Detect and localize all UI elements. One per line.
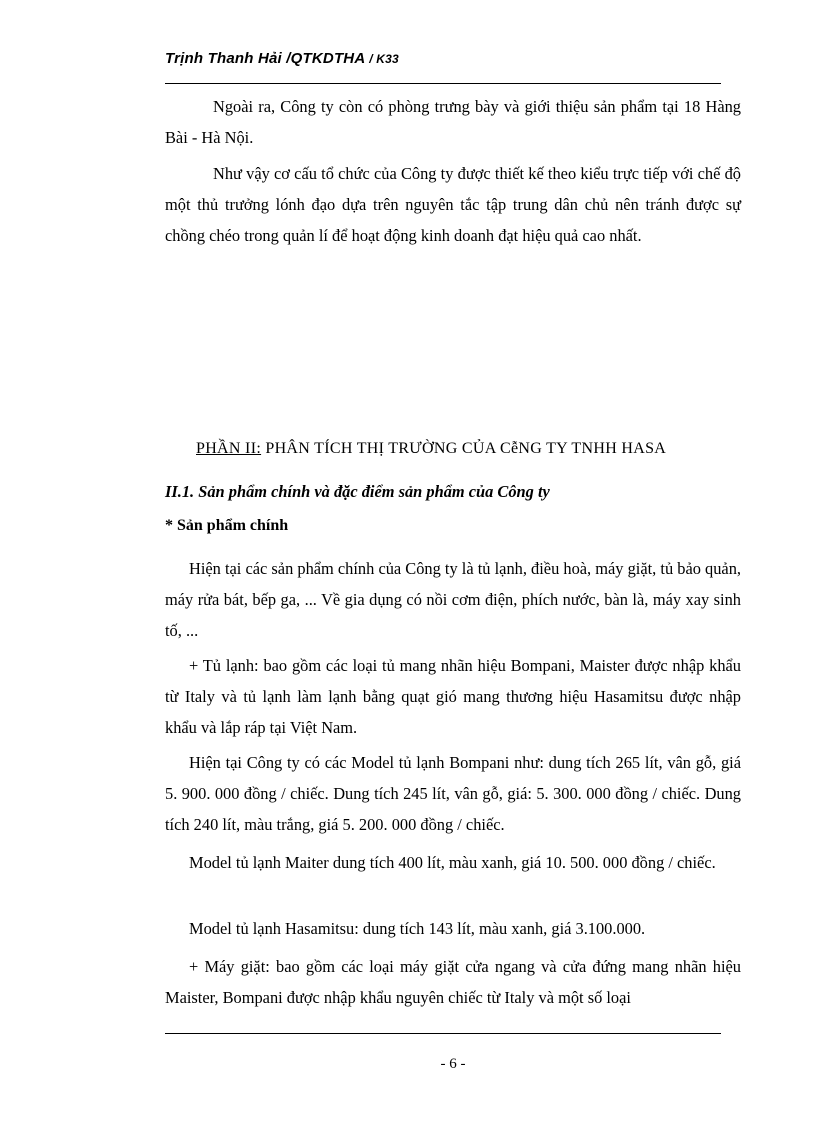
- paragraph-washing-machine: + Máy giặt: bao gồm các loại máy giặt cửa ngang và cửa đứng mang nhãn hiệu Maister, Bompani được nhập khẩu nguyên chiếc từ Italy và một số loại: [165, 957, 741, 1007]
- header-author: Trịnh Thanh Hải: [165, 50, 282, 67]
- paragraph-showroom: Ngoài ra, Công ty còn có phòng trưng bày và giới thiệu sản phẩm tại 18 Hàng Bài - Hà Nội.: [165, 97, 741, 147]
- paragraph-structure: Như vậy cơ cấu tổ chức của Công ty được thiết kế theo kiểu trực tiếp với chế độ một thủ trưởng lónh đạo dựa trên nguyên tắc tập trung dân chủ nên tránh được sự chồng chéo trong quản lí để hoạt động kinh doanh đạt hiệu quả cao nhất.: [165, 164, 741, 245]
- section-label: PHẦN II:: [196, 440, 262, 457]
- paragraph-fridge: + Tủ lạnh: bao gồm các loại tủ mang nhãn hiệu Bompani, Maister được nhập khẩu từ Italy và tủ lạnh làm lạnh bằng quạt gió mang thương hiệu Hasamitsu được nhập khẩu và lắp ráp tại Việt Nam.: [165, 656, 741, 737]
- paragraph-products: Hiện tại các sản phẩm chính của Công ty là tủ lạnh, điều hoà, máy giặt, tủ bảo quản, máy rửa bát, bếp ga, ... Về gia dụng có nồi cơm điện, phích nước, bàn là, máy xay sinh tố, ...: [165, 559, 741, 640]
- page-number: - 6 -: [440, 1056, 466, 1072]
- paragraph-maiter-model: Model tủ lạnh Maiter dung tích 400 lít, màu xanh, giá 10. 500. 000 đồng / chiếc.: [189, 853, 716, 872]
- header-class: / K33: [369, 52, 399, 66]
- section-title: [196, 440, 666, 458]
- header-rule: [165, 83, 721, 84]
- paragraph-bompani-models: Hiện tại Công ty có các Model tủ lạnh Bompani như: dung tích 265 lít, vân gỗ, giá 5. 900. 000 đồng / chiếc. Dung tích 245 lít, vân gỗ, giá: 5. 300. 000 đồng / chiếc. Dung tích 240 lít, màu trắng, giá 5. 200. 000 đồng / chiếc.: [165, 753, 741, 834]
- section-title-text: PHÂN TÍCH THỊ TRƯỜNG CỦA CễNG TY TNHH HASA: [261, 440, 667, 457]
- paragraph-hasamitsu-model: Model tủ lạnh Hasamitsu: dung tích 143 lít, màu xanh, giá 3.100.000.: [189, 919, 646, 938]
- header-code: /QTKDTHA: [286, 50, 365, 67]
- page-header: [165, 50, 725, 67]
- bullet-heading: * Sản phẩm chính: [165, 517, 289, 534]
- footer-rule: [165, 1033, 721, 1034]
- subheading: II.1. Sản phẩm chính và đặc điểm sản phẩm của Công ty: [165, 482, 550, 501]
